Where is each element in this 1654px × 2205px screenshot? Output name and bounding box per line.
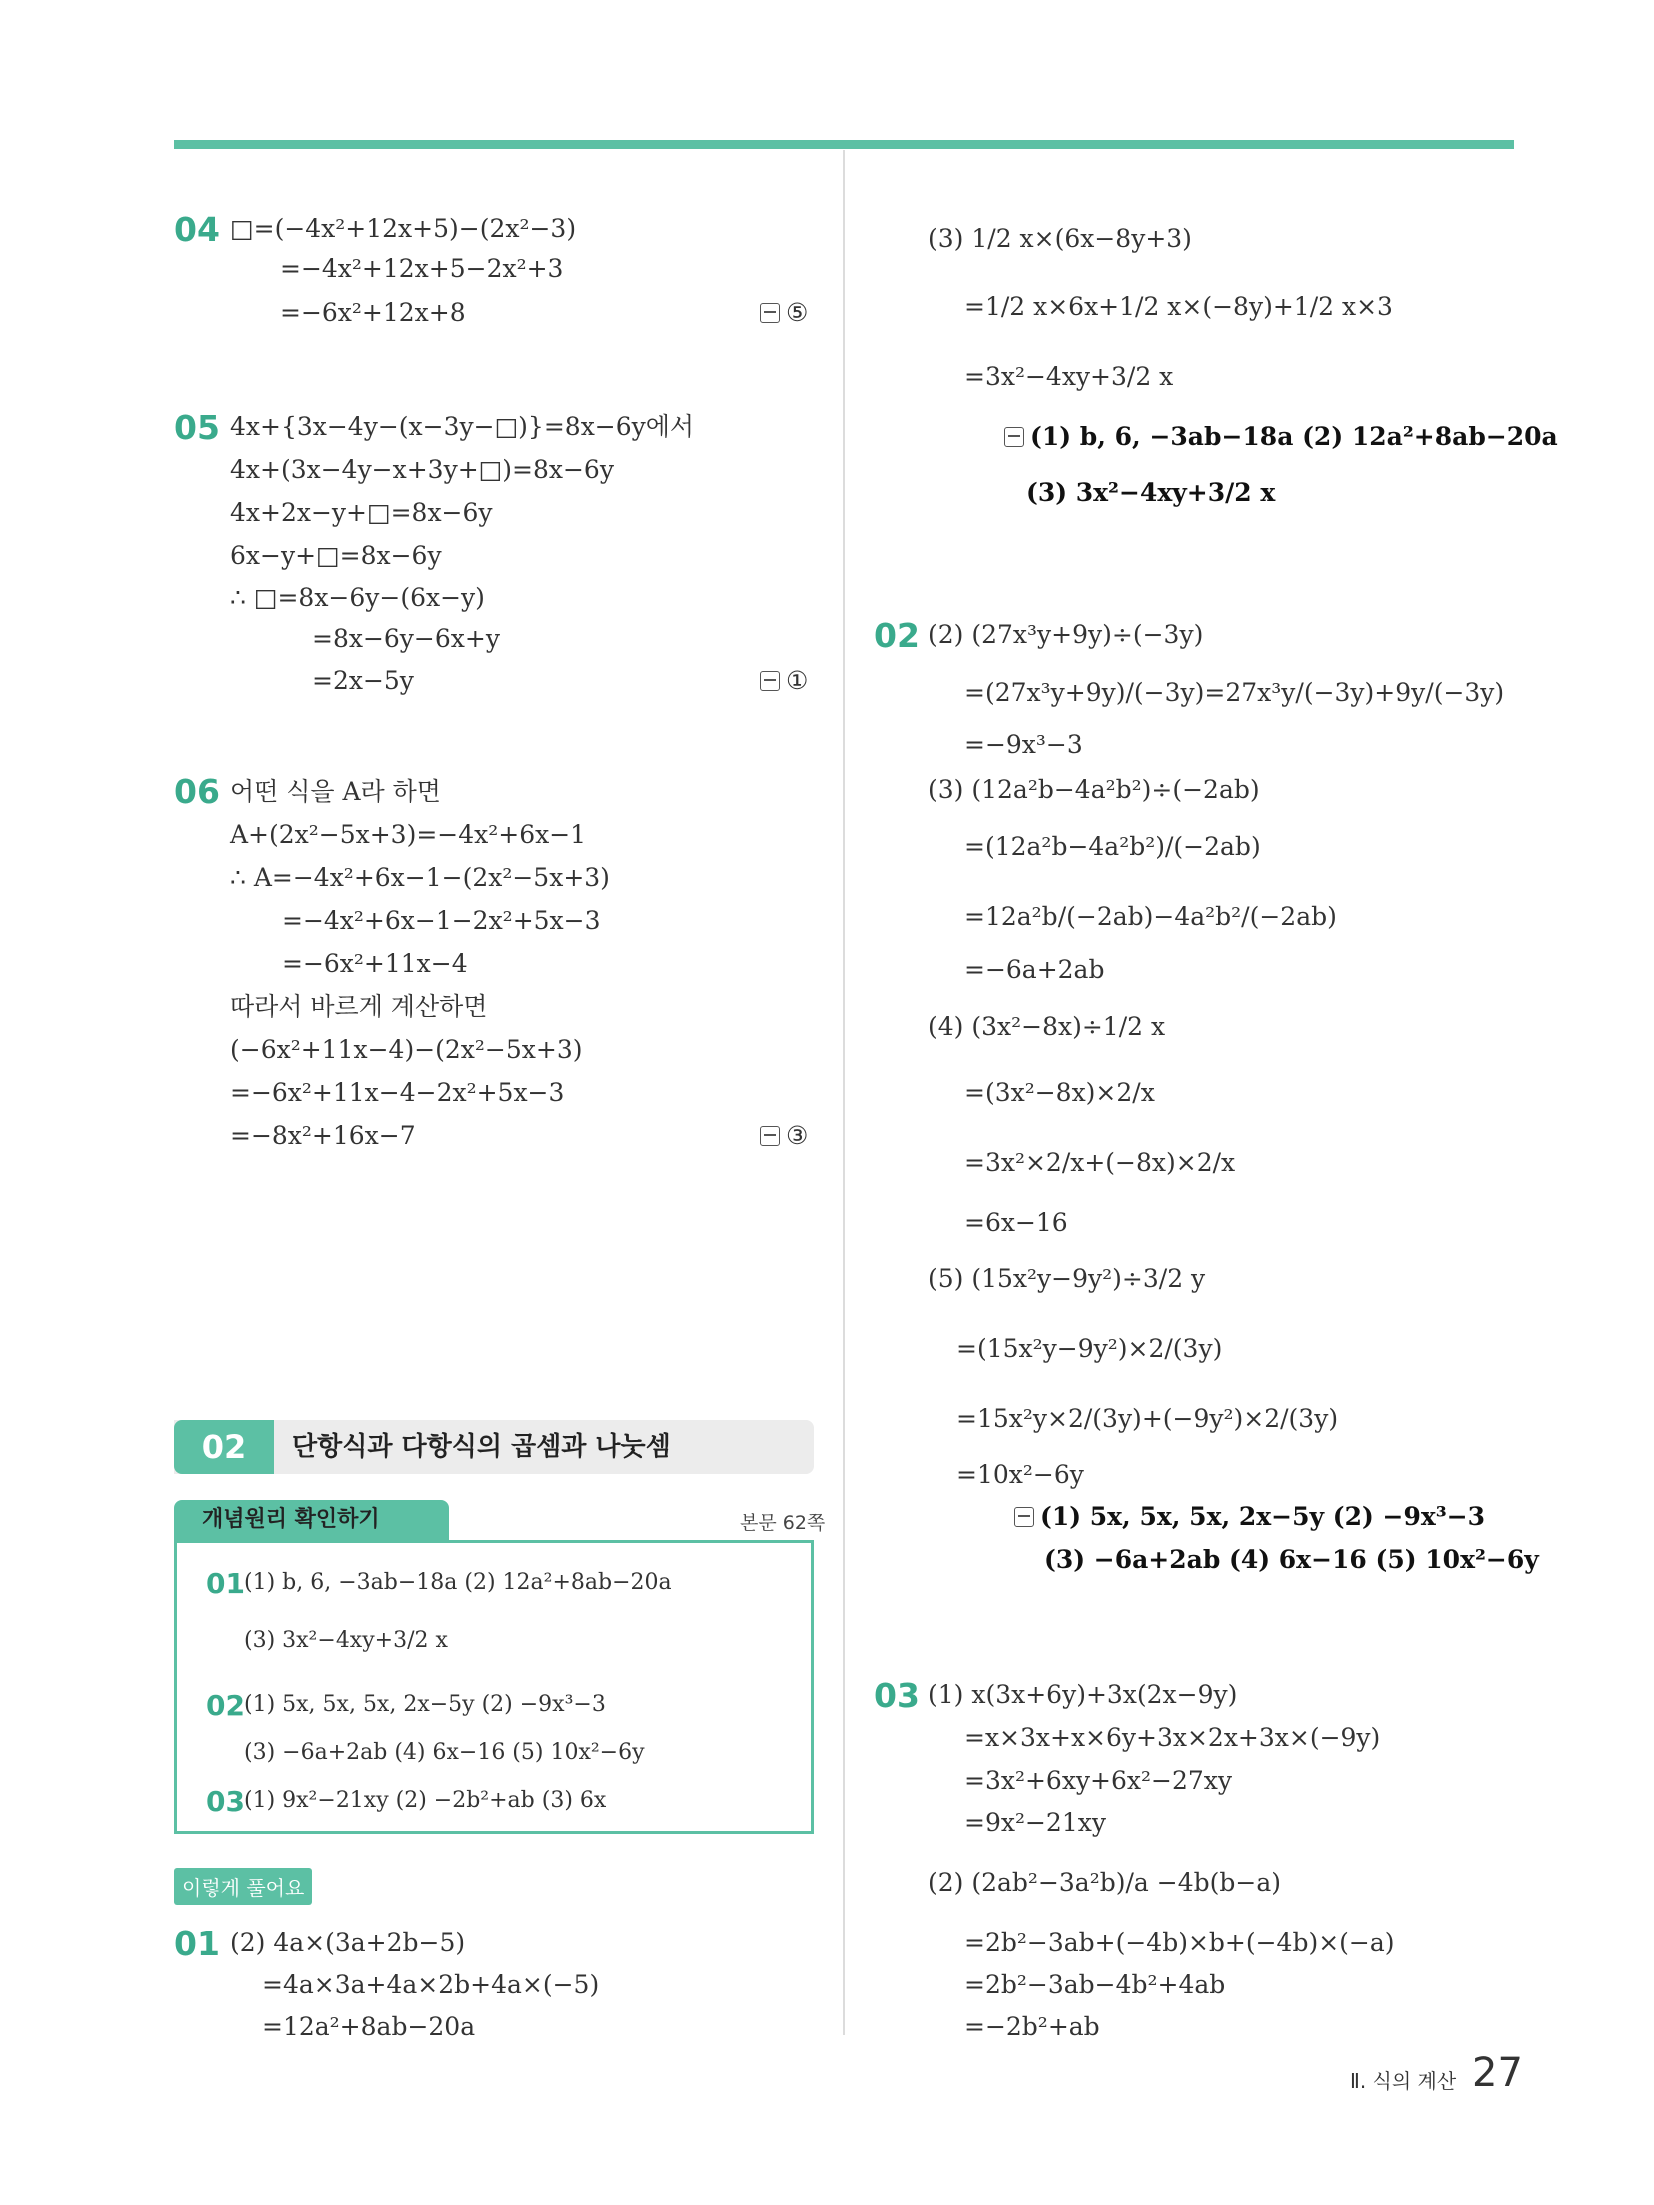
solution-01-line: =4a×3a+4a×2b+4a×(−5) — [262, 1970, 600, 1999]
problem-05-line: =2x−5y — [312, 666, 414, 695]
solution-01-line: (2) 4a×(3a+2b−5) — [230, 1928, 466, 1957]
right-03-line: =x×3x+x×6y+3x×2x+3x×(−9y) — [964, 1723, 1381, 1752]
right-02-answer: (1) 5x, 5x, 5x, 2x−5y (2) −9x³−3 — [1014, 1500, 1485, 1534]
right-02-line: =3x²×2/x+(−8x)×2/x — [964, 1148, 1236, 1177]
problem-05-line: 4x+(3x−4y−x+3y+□)=8x−6y — [230, 455, 614, 484]
problem-06-line: ∴ A=−4x²+6x−1−(2x²−5x+3) — [230, 863, 610, 892]
right-02-line: =6x−16 — [964, 1208, 1068, 1237]
right-03-line: =2b²−3ab−4b²+4ab — [964, 1970, 1226, 1999]
answer-icon — [760, 303, 780, 323]
right-03-number: 03 — [874, 1676, 920, 1715]
column-divider — [843, 150, 845, 2035]
right-03-line: =9x²−21xy — [964, 1808, 1106, 1837]
page-number: 27 — [1472, 2050, 1523, 2096]
problem-05-answer: ① — [760, 664, 808, 698]
solution-01-line: =12a²+8ab−20a — [262, 2012, 476, 2041]
right-01-line: =3x²−4xy+3/2 x — [964, 362, 1174, 391]
footer-chapter: Ⅱ. 식의 계산 — [1350, 2069, 1457, 2093]
problem-05-line: ∴ □=8x−6y−(6x−y) — [230, 583, 485, 612]
problem-05-line: 6x−y+□=8x−6y — [230, 541, 442, 570]
right-02-line: =(15x²y−9y²)×2/(3y) — [956, 1334, 1223, 1363]
right-01-answer: (1) b, 6, −3ab−18a (2) 12a²+8ab−20a — [1004, 420, 1558, 454]
problem-06-number: 06 — [174, 772, 220, 811]
right-02-line: =−9x³−3 — [964, 730, 1083, 759]
problem-06-line: A+(2x²−5x+3)=−4x²+6x−1 — [230, 820, 587, 849]
right-02-number: 02 — [874, 616, 920, 655]
problem-06-answer: ③ — [760, 1119, 808, 1153]
right-02-line: (3) (12a²b−4a²b²)÷(−2ab) — [928, 775, 1260, 804]
box-03-line: (1) 9x²−21xy (2) −2b²+ab (3) 6x — [244, 1788, 607, 1813]
problem-04-answer: ⑤ — [760, 296, 808, 330]
right-02-answer-2: (3) −6a+2ab (4) 6x−16 (5) 10x²−6y — [1044, 1545, 1539, 1574]
box-01-line: (3) 3x²−4xy+3/2 x — [244, 1628, 448, 1653]
problem-06-line: 어떤 식을 A라 하면 — [230, 777, 441, 806]
problem-04-line: =−6x²+12x+8 — [280, 298, 466, 327]
solution-tag: 이렇게 풀어요 — [174, 1868, 312, 1905]
box-01-line: (1) b, 6, −3ab−18a (2) 12a²+8ab−20a — [244, 1570, 672, 1595]
answer-icon — [1014, 1507, 1034, 1527]
solution-01-number: 01 — [174, 1924, 220, 1963]
page-reference: 본문 62쪽 — [740, 1512, 826, 1534]
answer-icon — [1004, 427, 1024, 447]
problem-06-line: 따라서 바르게 계산하면 — [230, 992, 488, 1021]
right-02-line: =(27x³y+9y)/(−3y)=27x³y/(−3y)+9y/(−3y) — [964, 678, 1505, 707]
right-03-line: =−2b²+ab — [964, 2012, 1100, 2041]
problem-04-number: 04 — [174, 210, 220, 249]
right-02-line: =10x²−6y — [956, 1460, 1084, 1489]
right-02-line: =15x²y×2/(3y)+(−9y²)×2/(3y) — [956, 1404, 1339, 1433]
answer-icon — [760, 671, 780, 691]
box-03-number: 03 — [206, 1785, 245, 1818]
problem-06-line: =−8x²+16x−7 — [230, 1121, 416, 1150]
right-02-line: (5) (15x²y−9y²)÷3/2 y — [928, 1264, 1206, 1293]
problem-04-line: □=(−4x²+12x+5)−(2x²−3) — [230, 214, 577, 243]
concept-tab: 개념원리 확인하기 — [174, 1500, 449, 1540]
right-02-line: =−6a+2ab — [964, 955, 1105, 984]
problem-06-line: =−6x²+11x−4−2x²+5x−3 — [230, 1078, 565, 1107]
box-02-line: (3) −6a+2ab (4) 6x−16 (5) 10x²−6y — [244, 1740, 645, 1765]
problem-06-line: =−4x²+6x−1−2x²+5x−3 — [282, 906, 601, 935]
right-02-line: (4) (3x²−8x)÷1/2 x — [928, 1012, 1166, 1041]
problem-06-line: =−6x²+11x−4 — [282, 949, 468, 978]
box-02-number: 02 — [206, 1689, 245, 1722]
right-03-line: =2b²−3ab+(−4b)×b+(−4b)×(−a) — [964, 1928, 1395, 1957]
problem-05-line: =8x−6y−6x+y — [312, 624, 500, 653]
problem-05-number: 05 — [174, 408, 220, 447]
section-title: 단항식과 다항식의 곱셈과 나눗셈 — [292, 1432, 671, 1462]
right-02-line: (2) (27x³y+9y)÷(−3y) — [928, 620, 1204, 649]
section-badge: 02 — [174, 1420, 274, 1474]
problem-06-line: (−6x²+11x−4)−(2x²−5x+3) — [230, 1035, 583, 1064]
problem-05-line: 4x+2x−y+□=8x−6y — [230, 498, 493, 527]
right-02-line: =12a²b/(−2ab)−4a²b²/(−2ab) — [964, 902, 1337, 931]
top-rule — [174, 140, 1514, 149]
right-03-line: (2) (2ab²−3a²b)/a −4b(b−a) — [928, 1868, 1281, 1897]
right-02-line: =(12a²b−4a²b²)/(−2ab) — [964, 832, 1261, 861]
right-03-line: =3x²+6xy+6x²−27xy — [964, 1766, 1233, 1795]
right-01-line: (3) 1/2 x×(6x−8y+3) — [928, 224, 1192, 253]
right-03-line: (1) x(3x+6y)+3x(2x−9y) — [928, 1680, 1238, 1709]
right-01-answer-2: (3) 3x²−4xy+3/2 x — [1026, 478, 1276, 507]
box-01-number: 01 — [206, 1567, 245, 1600]
right-01-line: =1/2 x×6x+1/2 x×(−8y)+1/2 x×3 — [964, 292, 1393, 321]
problem-04-line: =−4x²+12x+5−2x²+3 — [280, 254, 564, 283]
answer-icon — [760, 1126, 780, 1146]
box-02-line: (1) 5x, 5x, 5x, 2x−5y (2) −9x³−3 — [244, 1692, 606, 1717]
right-02-line: =(3x²−8x)×2/x — [964, 1078, 1155, 1107]
problem-05-line: 4x+{3x−4y−(x−3y−□)}=8x−6y에서 — [230, 412, 695, 441]
